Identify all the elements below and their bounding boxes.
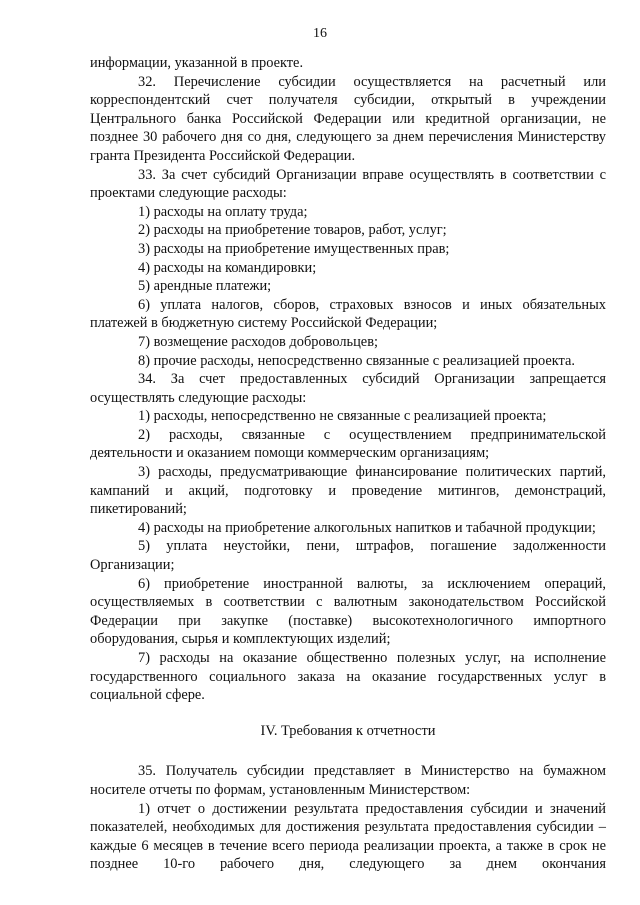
list-item-34-4: 4) расходы на приобретение алкогольных напитков и табачной продукции; [138, 519, 596, 536]
paragraph-35: 35. Получатель субсидии представляет в Министерство на бумажном носителе отчеты по формам, установленным Министерством: [90, 763, 606, 798]
paragraph-34: 34. За счет предоставленных субсидий Организации запрещается осуществлять следующие расходы: [90, 371, 606, 406]
list-item-35-1: 1) отчет о достижении результата предоставления субсидии и значений показателей, необходимых для достижения результата предоставления субсидии – каждые 6 месяцев в течение всего периода реализации проекта, а также в срок не позднее 10-го рабочего дня, следующего за днем окончания [90, 800, 606, 873]
list-item-33-6: 6) уплата налогов, сборов, страховых взносов и иных обязательных платежей в бюджетную систему Российской Федерации; [90, 296, 606, 332]
list-item-34-7: 7) расходы на оказание общественно полезных услуг, на исполнение государственного социального заказа на оказание государственных услуг в социальной сфере. [90, 650, 606, 704]
list-item-33-7: 7) возмещение расходов добровольцев; [138, 333, 378, 350]
list-item-33-4: 4) расходы на командировки; [138, 259, 317, 276]
list-item-33-1: 1) расходы на оплату труда; [138, 203, 308, 220]
document-body [90, 54, 606, 874]
list-item-34-1: 1) расходы, непосредственно не связанные с реализацией проекта; [138, 408, 547, 425]
list-item-33-2: 2) расходы на приобретение товаров, работ, услуг; [138, 222, 447, 239]
paragraph-33: 33. За счет субсидий Организации вправе осуществлять в соответствии с проектами следующие расходы: [90, 166, 606, 202]
list-item-34-6: 6) приобретение иностранной валюты, за исключением операций, осуществляемых в соответствии с валютным законодательством Российской Федерации при закупке (поставке) высокотехнологичного импортного оборудования, сырья и комплектующих изделий; [90, 575, 606, 648]
list-item-33-8: 8) прочие расходы, непосредственно связанные с реализацией проекта. [138, 352, 575, 369]
list-item-34-5: 5) уплата неустойки, пени, штрафов, погашение задолженности Организации; [90, 538, 606, 574]
paragraph-continuation: информации, указанной в проекте. [90, 55, 304, 71]
paragraph-32: 32. Перечисление субсидии осуществляется на расчетный или корреспондентский счет получателя субсидии, открытый в учреждении Центрального банка Российской Федерации или кредитной организации, не позднее 30 рабочего дня со дня, следующего за днем перечисления Министерству гранта Президента Российской Федерации. [90, 73, 606, 164]
list-item-34-3: 3) расходы, предусматривающие финансирование политических партий, кампаний и акций, подготовку и проведение митингов, демонстраций, пикетирований; [90, 464, 606, 518]
list-item-33-5: 5) арендные платежи; [138, 278, 272, 295]
list-item-34-2: 2) расходы, связанные с осуществлением предпринимательской деятельности и оказанием помощи коммерческим организациям; [90, 426, 606, 462]
page-number: 16 [313, 26, 327, 41]
list-item-33-3: 3) расходы на приобретение имущественных прав; [138, 240, 450, 257]
section-heading: IV. Требования к отчетности [260, 722, 436, 739]
